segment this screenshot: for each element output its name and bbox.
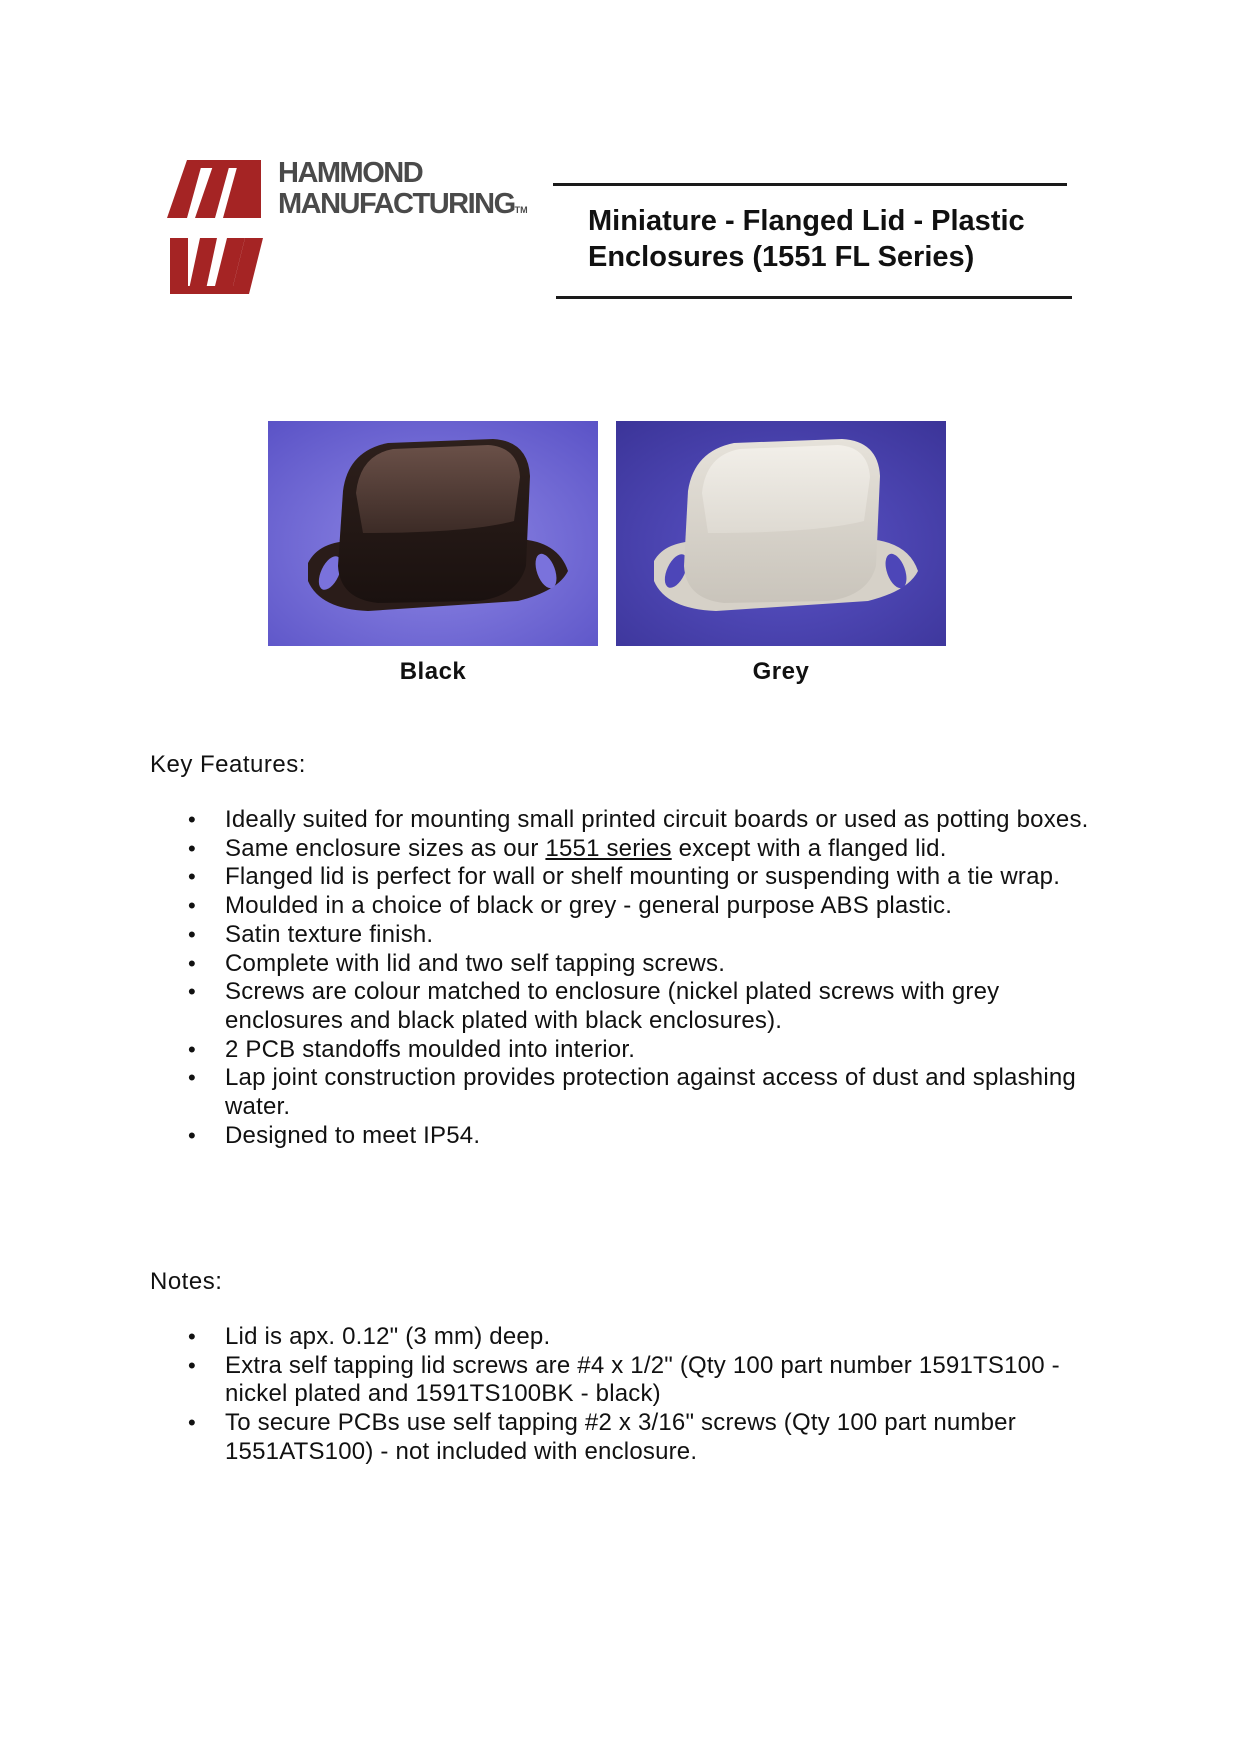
feature-text: 2 PCB standoffs moulded into interior. <box>225 1035 636 1063</box>
document-title <box>588 203 1025 275</box>
bullet-icon: • <box>188 1352 196 1378</box>
key-features-heading: Key Features: <box>150 751 306 778</box>
feature-text: Lap joint construction provides protection against access of dust and splashing water. <box>225 1064 1076 1121</box>
1551-series-link[interactable]: 1551 series <box>545 834 672 862</box>
list-item <box>150 806 1090 835</box>
bullet-icon: • <box>188 1065 196 1091</box>
bullet-icon: • <box>188 950 196 976</box>
list-item <box>150 1064 1090 1121</box>
feature-text: Moulded in a choice of black or grey - general purpose ABS plastic. <box>225 892 953 920</box>
feature-text: Satin texture finish. <box>225 920 434 948</box>
logo-line-2-text: MANUFACTURING <box>278 188 515 220</box>
black-enclosure-photo <box>268 421 598 646</box>
feature-text-prefix: Same enclosure sizes as our <box>225 834 546 862</box>
list-item <box>150 892 1090 921</box>
list-item <box>150 950 1090 979</box>
feature-text: Designed to meet IP54. <box>225 1121 481 1149</box>
list-item <box>150 921 1090 950</box>
logo-line-2 <box>278 189 528 226</box>
logo-wordmark <box>278 158 528 226</box>
bullet-icon: • <box>188 835 196 861</box>
title-line-2: Enclosures (1551 FL Series) <box>588 241 975 273</box>
list-item <box>150 1036 1090 1065</box>
bullet-icon: • <box>188 893 196 919</box>
feature-text: Flanged lid is perfect for wall or shelf mounting or suspending with a tie wrap. <box>225 863 1061 891</box>
feature-text: Ideally suited for mounting small printed circuit boards or used as potting boxes. <box>225 806 1089 833</box>
list-item <box>150 1352 1090 1409</box>
list-item <box>150 1122 1090 1151</box>
hammond-logo <box>165 157 528 298</box>
bullet-icon: • <box>188 1122 196 1148</box>
note-text: Extra self tapping lid screws are #4 x 1/2" (Qty 100 part number 1591TS100 - nickel plated and 1591TS100BK - black) <box>225 1351 1060 1408</box>
grey-caption: Grey <box>752 658 810 685</box>
bullet-icon: • <box>188 1324 196 1349</box>
list-item <box>150 863 1090 892</box>
list-item <box>150 1323 1090 1352</box>
trademark-mark: TM <box>514 205 528 215</box>
bullet-icon: • <box>188 1410 196 1436</box>
feature-text-suffix: except with a flanged lid. <box>671 834 947 862</box>
bullet-icon: • <box>188 807 196 832</box>
note-text: To secure PCBs use self tapping #2 x 3/16" screws (Qty 100 part number 1551ATS100) - not included with enclosure. <box>225 1409 1016 1465</box>
feature-text: Screws are colour matched to enclosure (nickel plated screws with grey enclosures and black plated with black enclosures). <box>225 978 1000 1034</box>
notes-heading: Notes: <box>150 1268 223 1295</box>
notes-list <box>150 1323 1090 1467</box>
bullet-icon: • <box>188 921 196 947</box>
list-item <box>150 835 1090 864</box>
hammond-logo-mark <box>165 158 275 298</box>
note-text: Lid is apx. 0.12" (3 mm) deep. <box>225 1323 551 1350</box>
title-rule-bottom <box>556 296 1072 299</box>
bullet-icon: • <box>188 979 196 1005</box>
bullet-icon: • <box>188 1036 196 1062</box>
black-caption: Black <box>399 658 467 685</box>
grey-enclosure-photo <box>616 421 946 646</box>
key-features-list <box>150 806 1090 1150</box>
feature-text: Complete with lid and two self tapping screws. <box>225 949 726 977</box>
title-rule-top <box>553 183 1067 186</box>
list-item <box>150 978 1090 1035</box>
title-line-1: Miniature - Flanged Lid - Plastic <box>588 205 1025 237</box>
bullet-icon: • <box>188 864 196 890</box>
logo-line-1: HAMMOND <box>278 157 423 189</box>
list-item <box>150 1409 1090 1466</box>
